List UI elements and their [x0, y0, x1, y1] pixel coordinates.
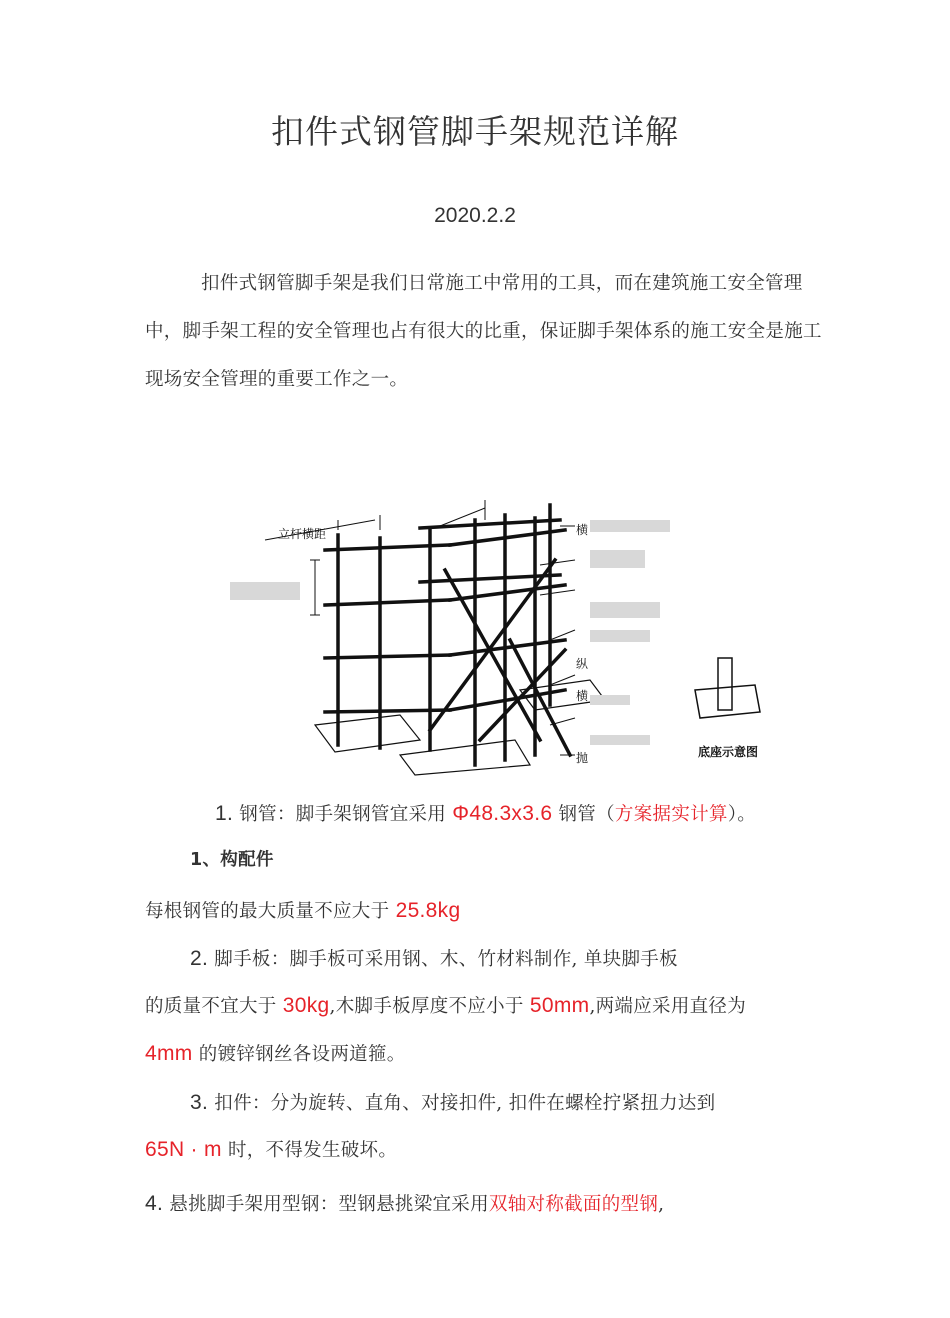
document-date: 2020.2.2 [434, 204, 516, 227]
figure-label-base-diagram: 底座示意图 [698, 745, 759, 759]
highlight-section-type: 双轴对称截面的型钢 [488, 1194, 659, 1215]
max-mass-line: 每根钢管的最大质量不应大于 25.8kg [145, 899, 461, 922]
scaffold-diagram [220, 490, 800, 780]
item-number: 3. [190, 1091, 209, 1114]
page-title: 扣件式钢管脚手架规范详解 [271, 112, 679, 151]
highlight-note: 方案据实计算 [614, 804, 728, 825]
item-2-scaffold-board: 2. 脚手板：脚手板可采用钢、木、竹材料制作, 单块脚手板 [190, 947, 678, 970]
highlight-board-thickness: 50mm [529, 994, 590, 1017]
highlight-wire-diameter: 4mm [145, 1042, 193, 1065]
item-number: 2. [190, 947, 209, 970]
intro-paragraph: 扣件式钢管脚手架是我们日常施工中常用的工具，而在建筑施工安全管理中，脚手架工程的安全管理也占有很大的比重，保证脚手架体系的施工安全是施工现场安全管理的重要工作之一。 [145, 273, 822, 390]
figure-label-throw-brace: 抛 [576, 751, 589, 765]
item-3-line-2: 65N · m 时，不得发生破坏。 [145, 1138, 398, 1161]
highlight-torque: 65N · m [145, 1138, 222, 1161]
item-3-couplers: 3. 扣件：分为旋转、直角、对接扣件, 扣件在螺栓拧紧扭力达到 [190, 1091, 716, 1114]
figure-label-transverse-2: 横 [576, 689, 589, 703]
highlight-board-mass: 30kg [282, 994, 330, 1017]
figure-label-longitudinal: 纵 [576, 657, 589, 671]
figure-label-transverse-1: 横 [576, 523, 589, 537]
item-number: 1. [215, 802, 234, 825]
figure-label-lateral-spacing: 立杆横距 [278, 527, 327, 541]
item-1-steel-pipe: 1. 钢管：脚手架钢管宜采用 Φ48.3x3.6 钢管（方案据实计算）。 [215, 802, 757, 825]
section-heading-components: 1、构配件 [190, 850, 274, 870]
highlight-pipe-spec: Φ48.3x3.6 [452, 802, 553, 825]
item-2-line-3: 4mm 的镀锌钢丝各设两道箍。 [145, 1042, 406, 1065]
highlight-mass: 25.8kg [395, 899, 461, 922]
item-4-cantilever-steel: 4. 悬挑脚手架用型钢：型钢悬挑梁宜采用双轴对称截面的型钢, [145, 1192, 665, 1215]
item-2-line-2: 的质量不宜大于 30kg,木脚手板厚度不应小于 50mm,两端应采用直径为 [145, 994, 747, 1017]
item-number: 4. [145, 1192, 164, 1215]
